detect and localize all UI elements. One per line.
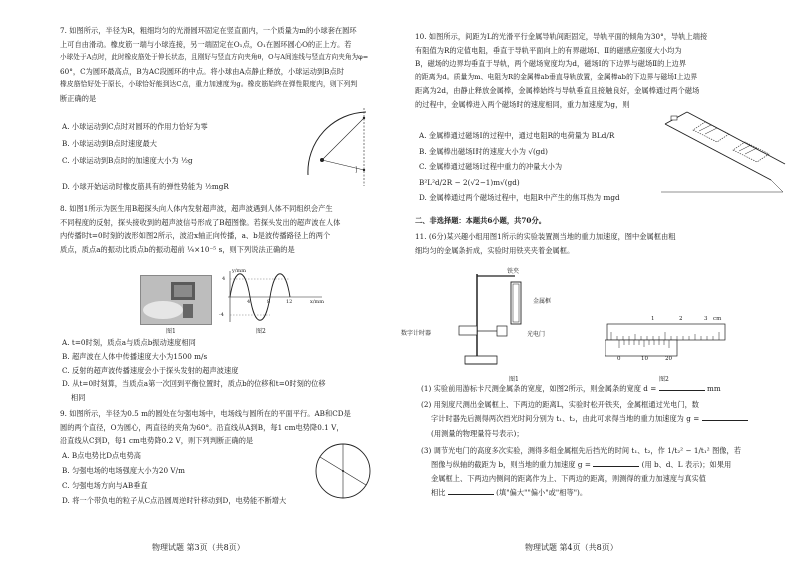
vernier-caliper-figure [605, 316, 727, 366]
q10-option-c-formula: B²L²d/2R − 2(√2−1)m√(gd) [419, 177, 520, 187]
q11-part3-cont2: (用 b、d、L 表示)；如果用 [641, 460, 732, 470]
wave-ymax: 4 [222, 276, 226, 282]
q9-option-d: D. 将一个带负电的粒子从C点沿圆周逆时针移动到D，电势能不断增大 [62, 496, 287, 505]
q10-options [419, 128, 669, 206]
answer-blank-compare[interactable] [448, 487, 494, 495]
q11-part2-cont: 字计时器先后测得两次挡光时间分别为 t₁、t₂，由此可求得当地的重力加速度为 g = [431, 414, 700, 424]
q8-line: 质点，质点a的振动比质点b的振动超前 ¼×10⁻⁵ s，则下列说法正确的是 [60, 244, 295, 254]
q9-line: 沿直线从C到D，每1 cm电势降0.2 V，则下列判断正确的是 [60, 436, 254, 446]
wave-xlabel: x/mm [310, 299, 324, 305]
vernier-10: 10 [641, 356, 648, 362]
q11-part2: (2) 用刻度尺测出金属框上、下两边的距离L，实验时松开铁夹，金属框通过光电门，数 [421, 400, 700, 410]
q10-option-d: D. 金属棒通过两个磁场过程中，电阻R中产生的焦耳热为 mgd [419, 193, 620, 202]
q7-line: 小球处于A点时，此时橡皮筋处于伸长状态，且刚好与竖直方向夹角θ，O与A间连线与竖直方向夹角为φ= [60, 53, 369, 62]
q11-parts [421, 382, 787, 501]
q11-fig1-label: 图1 [509, 376, 519, 383]
right-footer: 物理试题 第4页（共8页） [525, 543, 618, 552]
q9-option-c: C. 匀强电场方向与AB垂直 [62, 481, 148, 490]
q8-options [62, 336, 392, 405]
q7-option-a: A. 小球运动到C点时对圆环的作用力恰好为零 [62, 122, 208, 131]
q7-line: 橡皮筋恰好处于原长，小球恰好能到达C点，重力加速度为g。橡皮筋始终在弹性限度内，则下列判 [60, 80, 358, 89]
q8-fig1-label: 图1 [166, 328, 176, 335]
question-11 [415, 230, 787, 257]
q11-part3-cont4: 相比 [431, 488, 446, 498]
q11-fig2-label: 图2 [659, 376, 669, 383]
q10-option-a: A. 金属棒通过磁场Ⅰ的过程中，通过电阻R的电荷量为 BLd/R [419, 131, 615, 140]
q8-line: 不同程度的反射，探头接收到的超声波信号形成了B超图像。若探头发出的超声波在人体 [60, 217, 341, 227]
q8-option-d-cont: 相同 [71, 393, 86, 403]
left-footer: 物理试题 第3页（共8页） [152, 543, 245, 552]
q8-option-b: B. 超声波在人体中传播速度大小为1500 m/s [62, 351, 208, 361]
wave-ylabel: y/mm [232, 268, 246, 274]
question-7 [60, 24, 390, 106]
q8-option-d: D. 从t=0时刻算，当质点a第一次回到平衡位置时，质点b的位移和t=0时刻的位移 [62, 379, 326, 389]
q11-line: 细均匀的金属条折成，实验时用铁夹夹着金属框。 [415, 245, 575, 255]
answer-blank-d[interactable] [659, 383, 705, 391]
q7-option-d: D. 小球开始运动时橡皮筋具有的弹性势能为 ½mgR [62, 182, 229, 191]
q7-line: 7. 如图所示，半径为R，粗细均匀的光滑圆环固定在竖直面内，一个质量为m的小球套在圆环 [60, 26, 357, 35]
q10-line: B，磁场的边界均垂直于导轨，两个磁场宽度均为d，磁场Ⅰ的下边界与磁场Ⅱ的上边界 [415, 59, 687, 69]
q11-line: 11. (6分)某兴趣小组用图1所示的实验装置测当地的重力加速度，图中金属框由粗 [415, 232, 676, 241]
q9-line: 圆的两个直径，O为圆心，两直径的夹角为60°。沿直线从A到B，每1 cm电势降0.1 V， [60, 422, 344, 432]
wave-graph [218, 268, 328, 326]
gate-label: 光电门 [527, 331, 546, 338]
right-page [397, 0, 794, 561]
timer-label: 数字计时器 [401, 330, 432, 337]
caliper-unit: cm [713, 316, 722, 322]
wave-ymin: -4 [219, 312, 224, 318]
q9-option-a: A. B点电势比D点电势高 [62, 451, 141, 460]
q10-incline-figure [659, 104, 787, 196]
q8-option-c: C. 反射的超声波传播速度会小于探头发射的超声波速度 [62, 365, 239, 375]
q11-part3-cont3: 金属框上、下两边内侧间的距离作为上、下两边的距离，则测得的重力加速度与真实值 [431, 474, 707, 484]
q7-line: 上可自由滑动。橡皮筋一端与小球连接，另一端固定在O₁点，O₁在圆环圆心O的正上方。若 [60, 39, 352, 49]
q7-line: 断正确的是 [60, 93, 97, 103]
q9-option-b: B. 匀强电场的电场强度大小为20 V/m [62, 466, 186, 475]
vernier-20: 20 [665, 356, 672, 362]
q10-line: 的过程中，金属棒进入两个磁场时的速度相同，重力加速度为g，则 [415, 99, 630, 109]
q11-part1: (1) 实验前用游标卡尺测金属条的宽度，如图2所示，则金属条的宽度 d = [421, 384, 657, 393]
question-10 [415, 30, 787, 112]
ultrasound-photo [140, 275, 212, 325]
q8-line: 8. 如图1所示为医生用B超探头向人体内发射超声波，超声波遇到人体不同组织会产生 [60, 204, 333, 213]
q7-options [62, 118, 302, 195]
wave-tick: 8 [267, 299, 271, 305]
q10-line: 距离为2d，由静止释放金属棒，金属棒始终与导轨垂直且接触良好，金属棒通过两个磁场 [415, 86, 700, 96]
q11-part2-note: (用测量的物理量符号表示)； [431, 428, 524, 438]
q7-figure [300, 100, 392, 190]
answer-blank-g2[interactable] [593, 459, 639, 467]
q9-line: 9. 如图所示，半径为0.5 m的圆处在匀强电场中，电场线与圆所在的平面平行。AB和CD是 [60, 409, 351, 418]
q8-option-a: A. t=0时刻，质点a与质点b振动速度相同 [62, 338, 196, 347]
section-title: 二、非选择题：本题共6小题，共70分。 [415, 216, 546, 225]
answer-blank-g1[interactable] [702, 413, 748, 421]
q8-line: 内传播时t=0时刻的波形如图2所示，波沿x轴正向传播，a、b是波传播路径上的两个 [60, 231, 331, 241]
q11-part3: (3) 调节光电门的高度多次实验，测得多组金属框先后挡光的时间 t₁、t₂，作 1/t₂² − 1/t₁² 图像，若 [421, 445, 742, 455]
q10-line: 10. 如图所示，间距为L的光滑平行金属导轨间距固定，导轨平面的倾角为30°，导轨上端接 [415, 32, 708, 41]
vernier-0: 0 [617, 356, 621, 362]
clamp-label: 铁夹 [507, 268, 520, 275]
question-8 [60, 202, 390, 256]
q9-circle-figure [312, 440, 374, 502]
q7-line: 60°，C为圆环最高点，B为AC段圆环的中点。将小球由A点静止释放，小球运动到B点时 [60, 66, 344, 76]
q10-option-c: C. 金属棒通过磁场Ⅰ过程中重力的冲量大小为 [419, 162, 563, 171]
q10-line: 的距离为d。质量为m、电阻为R的金属棒ab垂直导轨放置，金属棒ab的下边界与磁场Ⅰ上边界 [415, 72, 698, 81]
wave-tick: 4 [247, 299, 251, 305]
q7-option-b: B. 小球运动到B点时速度最大 [62, 139, 157, 148]
wave-tick: 12 [286, 299, 293, 305]
q7-option-c: C. 小球运动到B点时的加速度大小为 ½g [62, 156, 193, 165]
q10-line: 有阻值为R的定值电阻，垂直于导轨平面向上的有界磁场Ⅰ、Ⅱ的磁感应强度大小均为 [415, 45, 682, 55]
q10-option-b: B. 金属棒出磁场Ⅰ时的速度大小为 √(gd) [419, 146, 548, 156]
q11-apparatus-figure [401, 266, 577, 372]
unit-mm: mm [707, 384, 721, 393]
q8-fig2-label: 图2 [256, 328, 266, 335]
q11-part3-cont5: (填"偏大""偏小"或"相等")。 [496, 488, 588, 498]
q11-part3-cont: 图像与纵轴的截距为 b，则当地的重力加速度 g = [431, 460, 591, 470]
caliper-main-2: 2 [679, 316, 683, 322]
frame-label: 金属框 [533, 298, 552, 305]
caliper-main-3: 3 [704, 316, 708, 322]
caliper-main-1: 1 [651, 316, 655, 322]
